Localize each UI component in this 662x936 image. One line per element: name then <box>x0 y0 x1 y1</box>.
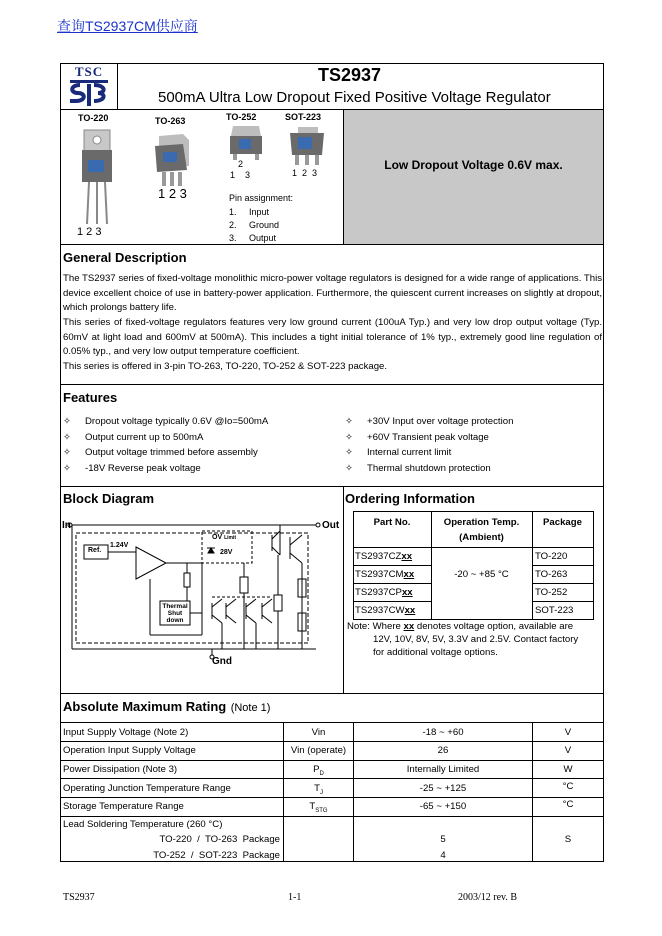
ordering-row-2-part: TS2937CMxx <box>355 569 415 580</box>
ordering-note-line-2: 12V, 10V, 8V, 5V, 3.3V and 2.5V. Contact factory <box>373 634 579 645</box>
abs-row-5-symbol: $T_{STG}$ <box>309 801 328 814</box>
abs-row-2-value: 26 <box>437 745 449 756</box>
subtitle: 500mA Ultra Low Dropout Fixed Positive Voltage Regulator <box>158 89 551 106</box>
abs-row-2-unit: V <box>564 745 572 756</box>
block-diagram <box>62 515 342 670</box>
frame-bottom <box>60 861 604 862</box>
part-number-title: TS2937 <box>318 65 382 85</box>
ordering-row-4-part: TS2937CWxx <box>355 605 416 616</box>
bullet-icon: ✧ <box>63 416 72 427</box>
bullet-icon: ✧ <box>345 463 354 474</box>
pin-assignment-title: Pin assignment: <box>229 193 294 203</box>
highlight-box <box>344 110 603 244</box>
footer-left: TS2937 <box>63 892 95 903</box>
bd-in-label: In <box>62 520 71 531</box>
to263-pin-numbers: 1 2 3 <box>158 186 187 201</box>
bd-thermal-label: Thermal Shut down <box>162 603 188 624</box>
footer-center: 1-1 <box>288 892 302 903</box>
ordering-header-package: Package <box>543 517 582 528</box>
package-label-sot223: SOT-223 <box>285 112 322 122</box>
feature-left-3: ✧ Output voltage trimmed before assembly <box>63 447 258 458</box>
abs-solder-unit: S <box>564 834 572 845</box>
package-label-to263: TO-263 <box>155 116 186 126</box>
to252-pin-bottom: 1 3 <box>230 170 251 180</box>
ordering-header-part: Part No. <box>373 517 411 528</box>
to252-package-icon <box>227 124 267 160</box>
ordering-header-temp: Operation Temp. <box>443 517 520 528</box>
bullet-icon: ✧ <box>345 447 354 458</box>
feature-right-3: ✧ Internal current limit <box>345 447 452 458</box>
pin-2: 2. Ground <box>229 220 280 230</box>
abs-row-4-symbol: $T_J$ <box>314 783 323 796</box>
to220-pin-numbers: 1 2 3 <box>77 226 102 238</box>
abs-row-2-param: Operation Input Supply Voltage <box>63 745 196 756</box>
tsc-logo <box>64 65 114 108</box>
logo-text: TSC <box>74 64 104 79</box>
abs-row-4-param: Operating Junction Temperature Range <box>63 783 231 794</box>
ordering-title: Ordering Information <box>345 491 475 506</box>
frame-top <box>60 63 604 64</box>
package-label-to252: TO-252 <box>226 112 257 122</box>
top-link[interactable]: 查询TS2937CM供应商 <box>57 18 198 34</box>
abs-solder-value-2: 4 <box>440 850 446 861</box>
pin-1: 1. Input <box>229 207 270 217</box>
feature-left-2: ✧ Output current up to 500mA <box>63 432 204 443</box>
feature-right-1: ✧ +30V Input over voltage protection <box>345 416 514 427</box>
abs-row-1-unit: V <box>564 727 572 738</box>
logo-mark-icon <box>66 79 112 108</box>
ordering-row-4-package: SOT-223 <box>535 605 574 616</box>
bullet-icon: ✧ <box>345 432 354 443</box>
bullet-icon: ✧ <box>345 416 354 427</box>
feature-right-2: ✧ +60V Transient peak voltage <box>345 432 489 443</box>
bd-ov-label: OV Limit <box>212 534 237 541</box>
abs-solder-line-2: TO-252 / SOT-223 Package <box>153 850 280 861</box>
ordering-row-3-package: TO-252 <box>535 587 568 598</box>
to263-package-icon <box>153 132 195 190</box>
sot223-package-icon <box>288 125 328 167</box>
general-description-title: General Description <box>63 250 187 265</box>
abs-row-1-symbol: Vin <box>311 727 326 738</box>
bullet-icon: ✧ <box>63 432 72 443</box>
frame-left <box>60 63 61 862</box>
feature-right-4: ✧ Thermal shutdown protection <box>345 463 491 474</box>
abs-row-5-unit: °C <box>562 799 574 810</box>
abs-row-1-param: Input Supply Voltage (Note 2) <box>63 727 189 738</box>
abs-max-title: Absolute Maximum Rating (Note 1) <box>63 699 271 714</box>
ordering-row-1-package: TO-220 <box>535 551 568 562</box>
pin-3: 3. Output <box>229 233 277 243</box>
ordering-note-line-1: Note: Where xx denotes voltage option, available are <box>347 621 574 632</box>
block-diagram-title: Block Diagram <box>63 491 155 506</box>
bd-out-label: Out <box>322 520 340 531</box>
feature-left-1: ✧ Dropout voltage typically 0.6V @Io=500mA <box>63 416 269 427</box>
ordering-row-3-part: TS2937CPxx <box>355 587 413 598</box>
ordering-temp-range: -20 ~ +85 °C <box>454 569 509 580</box>
ordering-row-2-package: TO-263 <box>535 569 568 580</box>
ordering-row-1-part: TS2937CZxx <box>355 551 413 562</box>
bd-zener-label: 28V <box>220 549 233 556</box>
abs-row-3-unit: W <box>563 764 573 775</box>
description-para-1: The TS2937 series of fixed-voltage monolithic micro-power voltage regulators is designed for a wide range of applications. This device excellent choice of use in battery-power application. Furthermore, the quiescent current increases on slightly at dropout, which prolongs battery life. <box>63 273 602 313</box>
bullet-icon: ✧ <box>63 447 72 458</box>
abs-row-3-symbol: $P_D$ <box>313 764 324 777</box>
abs-row-2-symbol: Vin (operate) <box>290 745 347 756</box>
abs-solder-line-1: TO-220 / TO-263 Package <box>159 834 280 845</box>
to220-package-icon <box>78 128 118 228</box>
abs-row-5-value: -65 ~ +150 <box>419 801 467 812</box>
ordering-note-line-3: for additional voltage options. <box>373 647 498 658</box>
bd-gnd-label: Gnd <box>212 656 232 667</box>
bd-ref-label: Ref. <box>88 547 102 554</box>
bullet-icon: ✧ <box>63 463 72 474</box>
abs-row-4-unit: °C <box>562 781 574 792</box>
package-label-to220: TO-220 <box>78 113 109 123</box>
abs-solder-param: Lead Soldering Temperature (260 °C) <box>63 819 223 830</box>
frame-right <box>603 63 604 862</box>
description-para-2: This series of fixed-voltage regulators features very low ground current (100uA Typ.) and very low drop output voltage (Typ. 60mV at light load and 600mV at 500mA). This includes a tight initial tolerance of 1% typ., extremely good line regulation of 0.05% typ., and very low output temperature coefficient. <box>63 317 602 357</box>
bd-ref-voltage: 1.24V <box>110 542 129 549</box>
abs-row-5-param: Storage Temperature Range <box>63 801 184 812</box>
block-diagram-schematic <box>62 515 342 670</box>
sot223-pin-numbers: 1 2 3 <box>292 168 318 178</box>
highlight-text: Low Dropout Voltage 0.6V max. <box>384 158 563 172</box>
abs-solder-value-1: 5 <box>440 834 446 845</box>
ordering-header-temp-sub: (Ambient) <box>459 532 504 543</box>
to252-pin-top: 2 <box>238 159 244 169</box>
feature-left-4: ✧ -18V Reverse peak voltage <box>63 463 201 474</box>
abs-row-1-value: -18 ~ +60 <box>422 727 464 738</box>
features-title: Features <box>63 390 118 405</box>
abs-row-3-value: Internally Limited <box>406 764 480 775</box>
abs-row-4-value: -25 ~ +125 <box>419 783 467 794</box>
footer-right: 2003/12 rev. B <box>458 892 518 903</box>
description-para-3: This series is offered in 3-pin TO-263, TO-220, TO-252 & SOT-223 package. <box>63 361 388 372</box>
abs-row-3-param: Power Dissipation (Note 3) <box>63 764 178 775</box>
